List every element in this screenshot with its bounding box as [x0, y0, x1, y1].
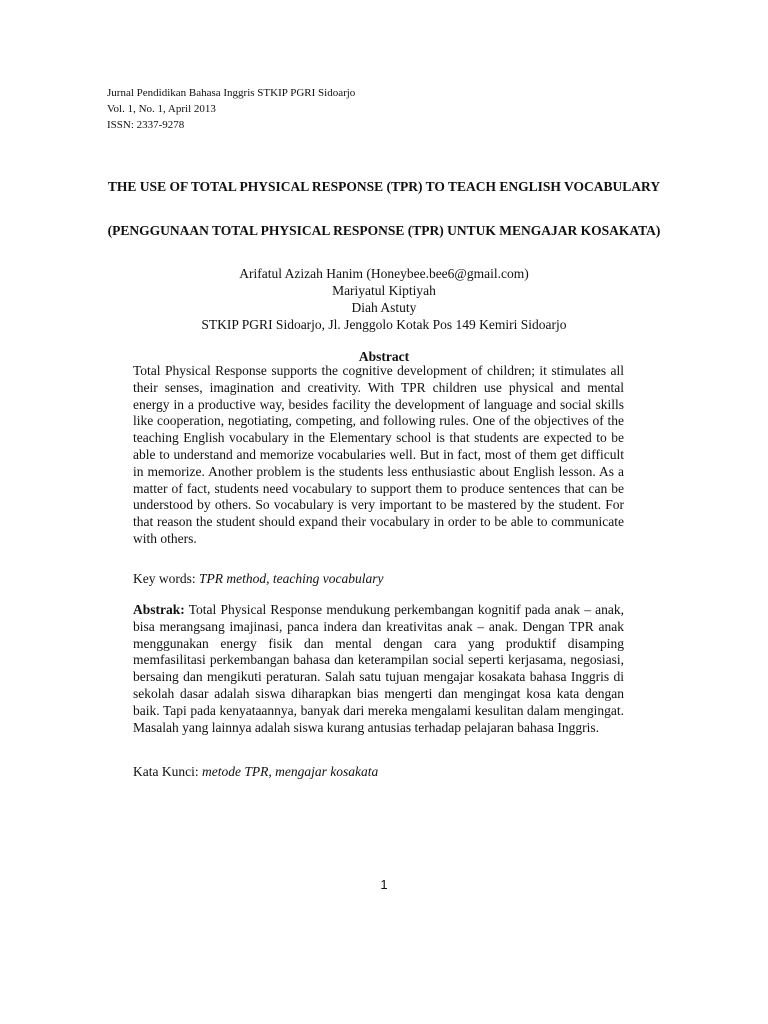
abstrak-text: Total Physical Response mendukung perkembangan kognitif pada anak – anak, bisa merangsang imajinasi, panca indera dan kreativitas anak – anak. Dengan TPR anak menggunakan energy fisik dan mental dengan cara yang produktif disamping memfasilitasi perkembangan bahasa dan keterampilan social seperti kerjasama, negosiasi, bersaing dan mengikuti peraturan. Salah satu tujuan mengajar kosakata bahasa Inggris di sekolah dasar adalah siswa diharapkan bias mengerti dan mengingat kosa kata dengan baik. Tapi pada kenyataannya, banyak dari mereka mengalami kesulitan dalam mengingat. Masalah yang lainnya adalah siswa kurang antusias terhadap pelajaran bahasa Inggris.: [133, 602, 624, 735]
journal-issn: ISSN: 2337-9278: [107, 119, 185, 131]
journal-header: [107, 85, 355, 133]
abstrak-paragraph: [133, 602, 624, 736]
paper-title: THE USE OF TOTAL PHYSICAL RESPONSE (TPR) TO TEACH ENGLISH VOCABULARY: [107, 179, 661, 194]
keywords-value: TPR method, teaching vocabulary: [199, 571, 384, 586]
kata-kunci-value: metode TPR, mengajar kosakata: [201, 764, 379, 779]
journal-name: Jurnal Pendidikan Bahasa Inggris STKIP PGRI Sidoarjo: [107, 87, 356, 99]
page-number: 1: [380, 877, 388, 892]
kata-kunci-label: Kata Kunci:: [133, 764, 202, 779]
author-block: [100, 265, 668, 333]
author-2: Mariyatul Kiptiyah: [332, 283, 436, 298]
abstract-heading: Abstract: [358, 349, 410, 364]
keywords-line: [133, 571, 624, 588]
abstrak-label: Abstrak:: [133, 602, 185, 617]
kata-kunci-line: [133, 764, 624, 781]
author-3: Diah Astuty: [351, 300, 417, 315]
journal-volume: Vol. 1, No. 1, April 2013: [107, 103, 216, 115]
keywords-label: Key words:: [133, 571, 199, 586]
paper-subtitle: (PENGGUNAAN TOTAL PHYSICAL RESPONSE (TPR) UNTUK MENGAJAR KOSAKATA): [107, 223, 661, 238]
author-affiliation: STKIP PGRI Sidoarjo, Jl. Jenggolo Kotak Pos 149 Kemiri Sidoarjo: [201, 317, 567, 332]
abstract-text: Total Physical Response supports the cognitive development of children; it stimulates all their senses, imagination and creativity. With TPR children use physical and mental energy in a productive way, besides facility the development of language and social skills like cooperation, negotiating, competing, and following rules. One of the objectives of the teaching English vocabulary in the Elementary school is that students are expected to be able to understand and memorize vocabularies well. But in fact, most of them get difficult in memorize. Another problem is the students less enthusiastic about English lesson. As a matter of fact, students need vocabulary to support them to produce sentences that can be understood by others. So vocabulary is very important to be mastered by the student. For that reason the student should expand their vocabulary in order to be able to communicate with others.: [133, 363, 624, 546]
author-1: Arifatul Azizah Hanim (Honeybee.bee6@gmail.com): [239, 266, 529, 281]
